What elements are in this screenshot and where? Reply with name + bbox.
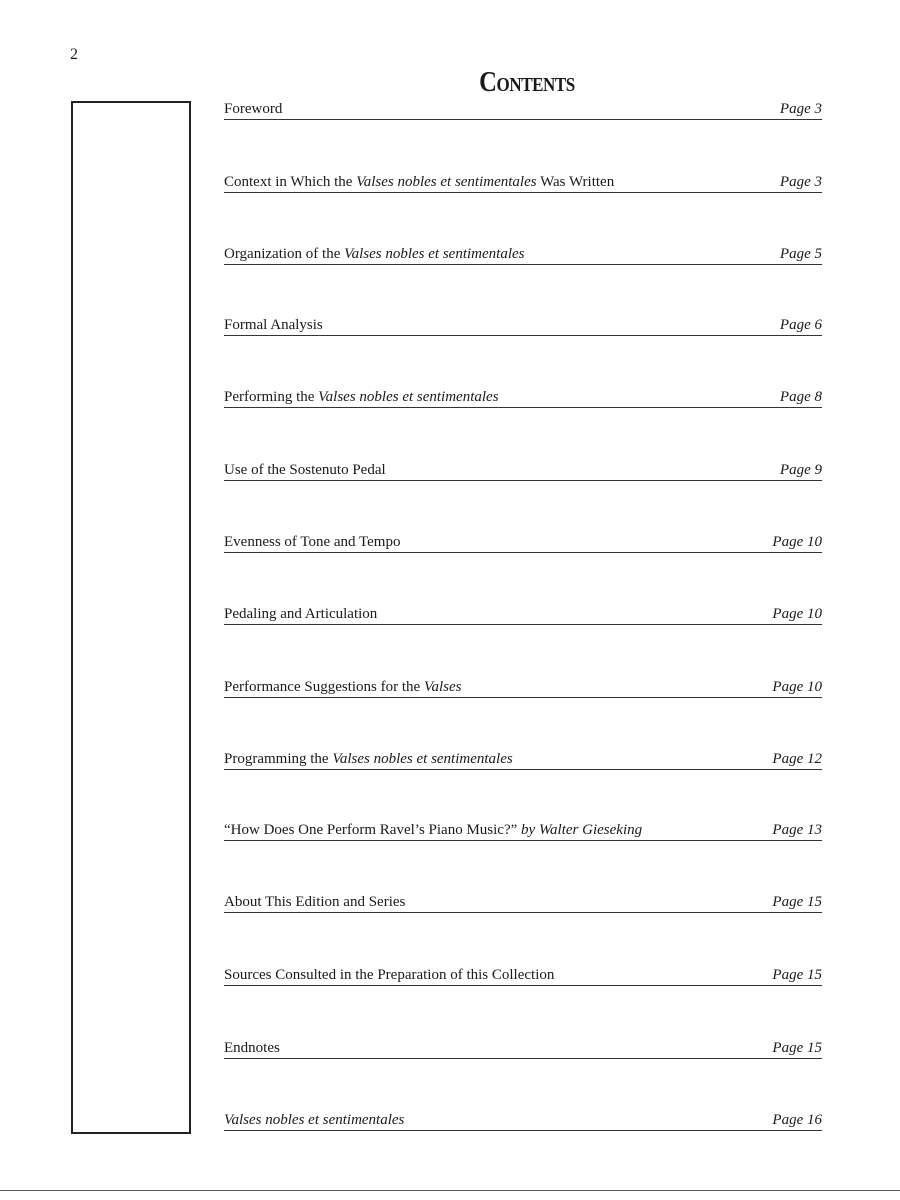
toc-entry-page: Page 6	[779, 317, 822, 333]
toc-entry-programming[interactable]	[224, 744, 822, 770]
page-title: Contents	[479, 66, 575, 98]
toc-entry-page: Page 3	[779, 174, 822, 190]
toc-entry-page: Page 8	[779, 389, 822, 405]
toc-entry-page: Page 10	[772, 679, 822, 695]
toc-entry-title: Context in Which the Valses nobles et sentimentales Was Written	[224, 174, 615, 190]
toc-entry-valses[interactable]	[224, 1105, 822, 1131]
table-of-contents	[224, 0, 822, 1200]
side-margin-box	[71, 101, 191, 1134]
toc-entry-formal-analysis[interactable]	[224, 310, 822, 336]
toc-entry-title: About This Edition and Series	[224, 894, 406, 910]
toc-entry-page: Page 12	[772, 751, 822, 767]
toc-entry-context[interactable]	[224, 167, 822, 193]
toc-entry-title: Performing the Valses nobles et sentimentales	[224, 389, 499, 405]
toc-entry-title: Valses nobles et sentimentales	[224, 1112, 405, 1128]
toc-entry-endnotes[interactable]	[224, 1033, 822, 1059]
toc-entry-title: Pedaling and Articulation	[224, 606, 378, 622]
toc-entry-page: Page 15	[772, 967, 822, 983]
toc-entry-performing[interactable]	[224, 382, 822, 408]
toc-entry-page: Page 13	[772, 822, 822, 838]
page-number: 2	[70, 46, 78, 63]
toc-entry-page: Page 9	[779, 462, 822, 478]
toc-entry-title: Sources Consulted in the Preparation of this Collection	[224, 967, 555, 983]
toc-entry-page: Page 16	[772, 1112, 822, 1128]
toc-entry-organization[interactable]	[224, 239, 822, 265]
toc-entry-page: Page 10	[772, 534, 822, 550]
toc-entry-page: Page 15	[772, 1040, 822, 1056]
toc-entry-page: Page 15	[772, 894, 822, 910]
toc-entry-title: Formal Analysis	[224, 317, 323, 333]
toc-entry-sources[interactable]	[224, 960, 822, 986]
bottom-rule	[0, 1190, 900, 1191]
toc-entry-title: Endnotes	[224, 1040, 280, 1056]
toc-entry-about-edition[interactable]	[224, 887, 822, 913]
toc-entry-pedaling[interactable]	[224, 599, 822, 625]
toc-entry-title: “How Does One Perform Ravel’s Piano Music?” by Walter Gieseking	[224, 822, 643, 838]
toc-entry-title: Foreword	[224, 101, 283, 117]
toc-entry-title: Programming the Valses nobles et sentimentales	[224, 751, 513, 767]
toc-entry-foreword[interactable]	[224, 94, 822, 120]
toc-entry-page: Page 3	[779, 101, 822, 117]
toc-entry-title: Performance Suggestions for the Valses	[224, 679, 462, 695]
toc-entry-title: Evenness of Tone and Tempo	[224, 534, 401, 550]
toc-entry-sostenuto-pedal[interactable]	[224, 455, 822, 481]
toc-entry-performance-suggestions[interactable]	[224, 672, 822, 698]
toc-entry-title: Use of the Sostenuto Pedal	[224, 462, 386, 478]
toc-entry-page: Page 5	[779, 246, 822, 262]
toc-entry-gieseking[interactable]	[224, 815, 822, 841]
toc-entry-evenness[interactable]	[224, 527, 822, 553]
toc-entry-title: Organization of the Valses nobles et sentimentales	[224, 246, 525, 262]
toc-entry-page: Page 10	[772, 606, 822, 622]
